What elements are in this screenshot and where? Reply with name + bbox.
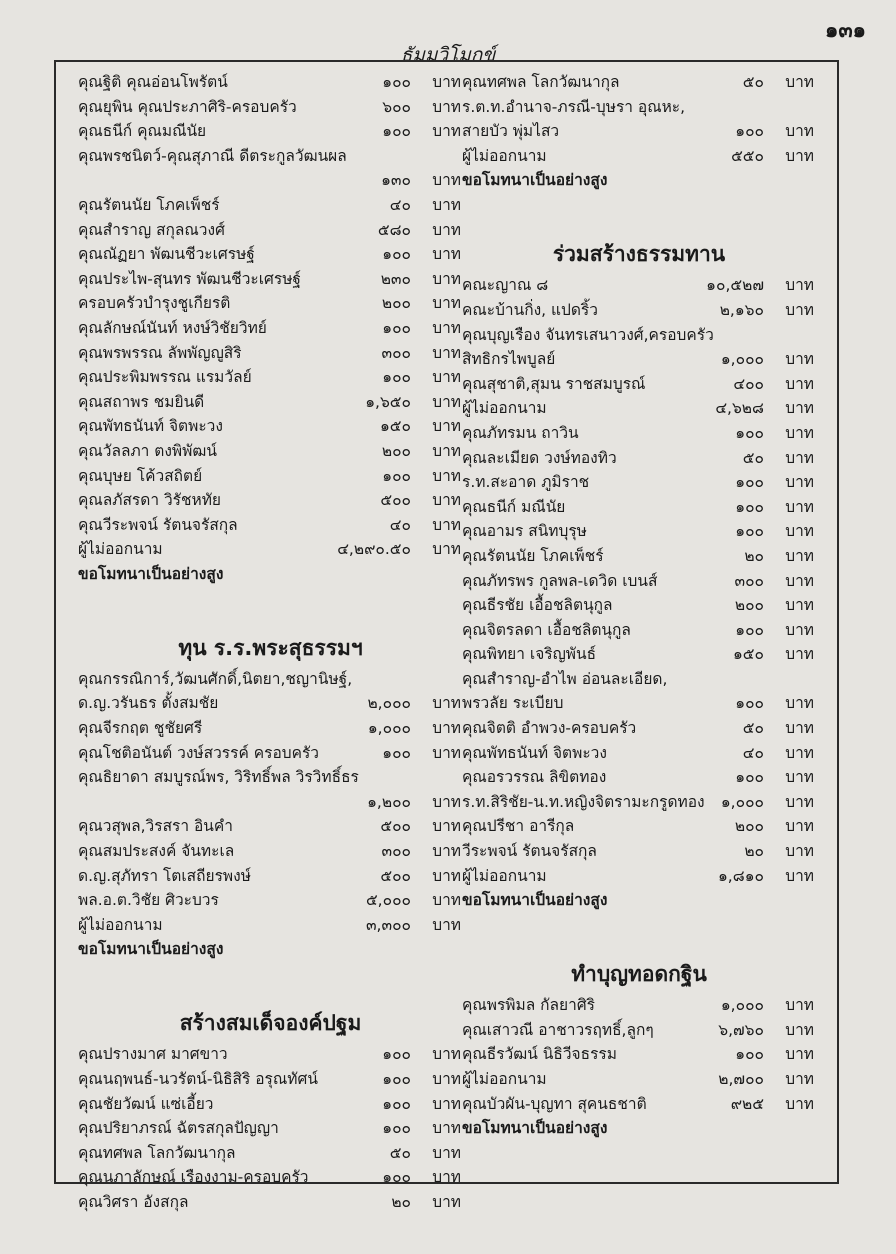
donation-amount: ๑๐๐ xyxy=(382,1168,411,1187)
donation-row xyxy=(462,396,816,421)
donation-amount: ๑๐๐ xyxy=(382,1070,411,1088)
donation-amount: ๕๐๐ xyxy=(380,866,411,885)
donor-name: คุณวสุพล,วิรสรา อินคำ xyxy=(78,817,233,836)
donor-name: ผู้ไม่ออกนาม xyxy=(462,866,547,885)
donation-amount: ๕,๐๐๐ xyxy=(365,891,411,910)
donation-amount: ๓๐๐ xyxy=(734,571,764,590)
donation-row xyxy=(462,691,816,716)
section-gap xyxy=(462,913,816,929)
donor-name: คุณอรวรรณ ลิขิตทอง xyxy=(462,768,607,787)
donation-amount: ๑๐๐ xyxy=(382,1045,411,1064)
donor-name: ผู้ไม่ออกนาม xyxy=(462,146,547,165)
donation-row xyxy=(462,347,816,372)
donor-name: คุณบุญเรือง จันทรเสนาวงศ์,ครอบครัว xyxy=(462,325,714,344)
currency-unit: บาท xyxy=(432,915,461,934)
donor-name: คุณประพิมพรรณ แรมวัลย์ xyxy=(78,368,252,387)
donation-amount: ๕๕๐ xyxy=(731,146,764,165)
donation-row xyxy=(78,716,463,741)
donation-row xyxy=(78,390,463,415)
donation-amount: ๑๐๐ xyxy=(382,122,411,141)
donation-row xyxy=(78,414,463,439)
currency-unit: บาท xyxy=(432,1045,461,1064)
donation-amount: ๑๐๐ xyxy=(382,368,411,387)
donor-name: คุณพัทธนันท์ จิตพะวง xyxy=(78,417,223,436)
currency-unit: บาท xyxy=(785,300,814,319)
donation-row xyxy=(78,242,463,267)
currency-unit: บาท xyxy=(432,743,461,762)
donation-row xyxy=(462,273,816,298)
donation-row xyxy=(462,1092,816,1117)
donation-row xyxy=(462,421,816,446)
donation-row xyxy=(462,1042,816,1067)
donation-amount: ๕๐ xyxy=(389,1143,411,1162)
currency-unit: บาท xyxy=(432,195,461,214)
donor-name: คุณสุชาติ,สุมน ราชสมบูรณ์ xyxy=(462,374,646,393)
donation-amount: ๑๕๐ xyxy=(732,645,764,664)
donor-name: คุณวีระพจน์ รัตนจรัสกุล xyxy=(78,515,238,534)
donor-name: คุณวัลลภา ตงพิพัฒน์ xyxy=(78,441,217,460)
donor-name: คุณนภาลักษณ์ เรืองงาม-ครอบครัว xyxy=(78,1168,309,1187)
donation-amount: ๑๐,๕๒๗ xyxy=(706,276,764,295)
donation-amount: ๒๐๐ xyxy=(734,596,764,615)
currency-unit: บาท xyxy=(785,792,814,811)
right-column xyxy=(462,70,816,1141)
donation-row xyxy=(78,464,463,489)
header-title: ธัมมวิโมกข์ xyxy=(400,44,496,66)
donation-row xyxy=(78,267,463,292)
donor-name: คุณละเมียด วงษ์ทองทิว xyxy=(462,448,617,467)
donor-name: ร.ต.ท.อำนาจ-ภรณี-บุษรา อุณหะ, xyxy=(462,97,686,116)
donor-name: ครอบครัวบำรุงชูเกียรติ xyxy=(78,294,231,313)
donation-row xyxy=(462,593,816,618)
donation-amount: ๑๐๐ xyxy=(735,423,764,442)
donation-amount: ๔๐๐ xyxy=(733,374,764,393)
currency-unit: บาท xyxy=(432,343,461,362)
donation-row xyxy=(78,691,463,716)
donor-name: คุณปริยาภรณ์ ฉัตรสกุลปัญญา xyxy=(78,1119,279,1138)
donation-row xyxy=(78,839,463,864)
donation-row xyxy=(462,372,816,397)
section-title: ทำบุญทอดกฐิน xyxy=(571,962,707,987)
donation-row xyxy=(462,642,816,667)
currency-unit: บาท xyxy=(432,817,461,836)
donation-row xyxy=(78,513,463,538)
donation-row xyxy=(78,814,463,839)
donation-row xyxy=(78,144,463,169)
donor-name: คุณประไพ-สุนทร พัฒนชีวะเศรษฐ์ xyxy=(78,269,301,288)
currency-unit: บาท xyxy=(785,276,814,295)
donor-name: คณะบ้านกิ่ง, แปดริ้ว xyxy=(462,300,598,319)
donation-row xyxy=(78,1190,463,1215)
donation-row xyxy=(78,1067,463,1092)
currency-unit: บาท xyxy=(785,743,814,762)
donation-row xyxy=(462,790,816,815)
thanks-line: ขอโมทนาเป็นอย่างสูง xyxy=(462,1119,608,1138)
donor-name: คุณณัฏยา พัฒนชีวะเศรษฐ์ xyxy=(78,245,255,264)
currency-unit: บาท xyxy=(785,996,814,1015)
donor-name: คุณจิตติ อำพวง-ครอบครัว xyxy=(462,719,637,738)
currency-unit: บาท xyxy=(432,441,461,460)
currency-unit: บาท xyxy=(785,1045,814,1064)
currency-unit: บาท xyxy=(432,891,461,910)
donor-name: คุณพรพิมล กัลยาศิริ xyxy=(462,996,595,1015)
donor-name: คุณภัทรมน ถาวิน xyxy=(462,423,579,442)
donor-name: ผู้ไม่ออกนาม xyxy=(462,399,547,418)
donation-row xyxy=(78,741,463,766)
donation-row xyxy=(78,291,463,316)
donation-amount: ๓๐๐ xyxy=(381,842,411,861)
donor-name: คุณรัตนนัย โภคเพ็ชร์ xyxy=(462,546,604,565)
donor-name: คุณพิทยา เจริญพันธ์ xyxy=(462,645,597,664)
donor-name: ผู้ไม่ออกนาม xyxy=(78,540,163,559)
currency-unit: บาท xyxy=(432,540,461,559)
currency-unit: บาท xyxy=(785,350,814,369)
currency-unit: บาท xyxy=(432,1070,461,1088)
donor-name: คุณปรางมาศ มาศขาว xyxy=(78,1045,228,1064)
currency-unit: บาท xyxy=(785,374,814,393)
donation-amount: ๒,๗๐๐ xyxy=(718,1070,764,1088)
donor-name: คุณวิศรา อังสกุล xyxy=(78,1192,189,1211)
donor-name: คุณปรีชา อารีกุล xyxy=(462,817,575,836)
donation-amount: ๕๐๐ xyxy=(380,491,411,510)
donation-amount: ๑,๖๕๐ xyxy=(365,392,411,411)
donor-name: สิทธิกรไพบูลย์ xyxy=(462,350,556,369)
donor-name: คุณจิตรลดา เอื้อชลิตนุกูล xyxy=(462,620,631,639)
donation-row xyxy=(462,814,816,839)
donation-row xyxy=(78,488,463,513)
currency-unit: บาท xyxy=(432,792,461,811)
thanks-line: ขอโมทนาเป็นอย่างสูง xyxy=(462,171,608,190)
donation-row xyxy=(78,218,463,243)
donation-amount: ๒๐ xyxy=(744,842,764,861)
donation-amount: ๑,๐๐๐ xyxy=(720,350,764,369)
donation-row xyxy=(462,323,816,348)
donation-row xyxy=(462,95,816,120)
donation-row xyxy=(78,168,463,193)
donor-name: พรวลัย ระเบียบ xyxy=(462,694,564,713)
currency-unit: บาท xyxy=(785,817,814,836)
donation-amount: ๔,๖๒๘ xyxy=(715,399,764,418)
donation-row xyxy=(462,839,816,864)
donation-amount: ๑๕๐ xyxy=(379,417,411,436)
currency-unit: บาท xyxy=(432,417,461,436)
donation-amount: ๑,๐๐๐ xyxy=(367,719,411,738)
donation-row xyxy=(78,70,463,95)
currency-unit: บาท xyxy=(432,73,461,91)
donation-amount: ๖,๗๖๐ xyxy=(718,1020,764,1039)
donor-name: คุณยุพิน คุณประภาศิริ-ครอบครัว xyxy=(78,97,297,116)
currency-unit: บาท xyxy=(432,694,461,713)
currency-unit: บาท xyxy=(432,1119,461,1138)
donation-amount: ๔๐ xyxy=(389,515,411,534)
currency-unit: บาท xyxy=(785,122,814,141)
currency-unit: บาท xyxy=(785,1020,814,1039)
donation-amount: ๖๐๐ xyxy=(382,97,411,116)
donation-amount: ๑๐๐ xyxy=(382,318,411,337)
currency-unit: บาท xyxy=(785,146,814,165)
donation-row xyxy=(462,741,816,766)
donation-row xyxy=(462,1067,816,1092)
donation-row xyxy=(462,144,816,169)
left-column xyxy=(78,70,463,1215)
donation-row xyxy=(78,537,463,562)
donation-amount: ๒๐๐ xyxy=(734,817,764,836)
currency-unit: บาท xyxy=(785,571,814,590)
donation-amount: ๕๐ xyxy=(742,448,764,467)
donor-name: คุณเสาวณี อาชาวรฤทธิ์,ลูกๆ xyxy=(462,1020,654,1039)
donation-row xyxy=(462,119,816,144)
currency-unit: บาท xyxy=(785,473,814,492)
donor-name: สายบัว พุ่มไสว xyxy=(462,122,560,141)
donation-row xyxy=(78,95,463,120)
currency-unit: บาท xyxy=(432,368,461,387)
currency-unit: บาท xyxy=(432,866,461,885)
donation-amount: ๓,๓๐๐ xyxy=(365,915,411,934)
donation-amount: ๑๐๐ xyxy=(382,743,411,762)
donor-name: คณะญาณ ๘ xyxy=(462,276,549,295)
donor-name: คุณบุษย โค้วสถิตย์ xyxy=(78,466,203,485)
donation-amount: ๒๐ xyxy=(744,546,764,565)
donation-row xyxy=(78,316,463,341)
donor-name: ร.ท.สะอาด ภูมิราช xyxy=(462,473,590,492)
donor-name: คุณสำราญ-อำไพ อ่อนละเอียด, xyxy=(462,669,668,688)
donation-row xyxy=(78,1042,463,1067)
donation-row xyxy=(462,298,816,323)
donation-row xyxy=(78,1141,463,1166)
donor-name: คุณนฤพนธ์-นวรัตน์-นิธิสิริ อรุณทัศน์ xyxy=(78,1070,318,1088)
donor-name: คุณสถาพร ชมยินดี xyxy=(78,392,205,411)
currency-unit: บาท xyxy=(432,122,461,141)
donation-row xyxy=(78,365,463,390)
donation-row xyxy=(462,667,816,692)
donation-row xyxy=(462,765,816,790)
section-title: สร้างสมเด็จองค์ปฐม xyxy=(179,1011,362,1036)
currency-unit: บาท xyxy=(432,220,461,239)
donation-row xyxy=(462,1018,816,1043)
donation-amount: ๓๐๐ xyxy=(381,343,411,362)
currency-unit: บาท xyxy=(432,97,461,116)
donation-amount: ๑๐๐ xyxy=(382,245,411,264)
currency-unit: บาท xyxy=(785,596,814,615)
currency-unit: บาท xyxy=(785,620,814,639)
donor-name: คุณโชติอนันต์ วงษ์สวรรค์ ครอบครัว xyxy=(78,743,319,762)
donation-amount: ๑๐๐ xyxy=(735,473,764,492)
donation-amount: ๑,๒๐๐ xyxy=(367,792,411,811)
donation-row xyxy=(78,864,463,889)
donor-name: คุณลักษณ์นันท์ หงษ์วิชัยวิทย์ xyxy=(78,318,267,337)
donor-name: คุณสำราญ สกุลณวงศ์ xyxy=(78,220,225,239)
donation-row xyxy=(462,470,816,495)
donor-name: ด.ญ.สุภัทรา โตเสถียรพงษ์ xyxy=(78,866,251,885)
currency-unit: บาท xyxy=(785,768,814,787)
donation-row xyxy=(78,765,463,790)
donor-name: คุณธีรวัฒน์ นิธิวีจธรรม xyxy=(462,1045,617,1064)
content-frame xyxy=(54,60,839,1211)
donation-amount: ๕๘๐ xyxy=(377,220,411,239)
donor-name: คุณภัทรพร กูลพล-เดวิด เบนส์ xyxy=(462,571,658,590)
donation-amount: ๑๐๐ xyxy=(382,1094,411,1113)
currency-unit: บาท xyxy=(785,448,814,467)
donation-amount: ๒๐๐ xyxy=(381,294,411,313)
section-title: ร่วมสร้างธรรมทาน xyxy=(552,242,726,267)
currency-unit: บาท xyxy=(432,842,461,861)
donor-name: คุณธีรชัย เอื้อชลิตนุกูล xyxy=(462,596,613,615)
currency-unit: บาท xyxy=(785,842,814,861)
donation-amount: ๔,๒๙๐.๕๐ xyxy=(337,540,411,559)
section-title: ทุน ร.ร.พระสุธรรมฯ xyxy=(178,635,363,660)
donation-amount: ๑๐๐ xyxy=(735,522,764,541)
donation-row xyxy=(462,569,816,594)
donor-name: คุณฐิติ คุณอ่อนโพรัตน์ xyxy=(78,73,228,91)
donor-name: วีระพจน์ รัตนจรัสกุล xyxy=(462,842,597,861)
donation-row xyxy=(462,495,816,520)
donor-name: คุณกรรณิการ์,วัฒนศักดิ์,นิตยา,ชญานิษฐ์, xyxy=(78,669,353,688)
page-number: ๑๓๑ xyxy=(824,18,866,42)
donation-amount: ๒,๑๖๐ xyxy=(719,300,764,319)
currency-unit: บาท xyxy=(432,318,461,337)
donor-name: ผู้ไม่ออกนาม xyxy=(78,915,163,934)
donor-name: คุณชัยวัฒน์ แซ่เอี้ยว xyxy=(78,1094,214,1113)
donor-name: คุณพรชนิตว์-คุณสุภาณี ดีตระกูลวัฒนผล xyxy=(78,146,347,165)
donation-amount: ๑๐๐ xyxy=(735,620,764,639)
donation-amount: ๙๒๕ xyxy=(730,1094,764,1113)
section-gap xyxy=(78,962,463,978)
thanks-line: ขอโมทนาเป็นอย่างสูง xyxy=(78,564,224,583)
donor-name: คุณพัทธนันท์ จิตพะวง xyxy=(462,743,607,762)
currency-unit: บาท xyxy=(432,491,461,510)
donation-amount: ๑,๐๐๐ xyxy=(720,996,764,1015)
donation-amount: ๒๐ xyxy=(391,1192,411,1211)
donation-amount: ๑๐๐ xyxy=(735,1045,764,1064)
currency-unit: บาท xyxy=(432,1143,461,1162)
currency-unit: บาท xyxy=(432,1192,461,1211)
donor-name: คุณรัตนนัย โภคเพ็ชร์ xyxy=(78,195,220,214)
currency-unit: บาท xyxy=(432,466,461,485)
donation-amount: ๑๐๐ xyxy=(735,497,764,516)
donation-row xyxy=(78,667,463,692)
donation-amount: ๑,๘๑๐ xyxy=(717,866,764,885)
donation-amount: ๕๐๐ xyxy=(380,817,411,836)
donation-row xyxy=(78,1116,463,1141)
currency-unit: บาท xyxy=(785,1070,814,1088)
donor-name: คุณธิยาดา สมบูรณ์พร, วิริทธิ์พล วิรวิทธิ์ธร xyxy=(78,768,359,787)
donor-name: คุณทศพล โลกวัฒนากุล xyxy=(78,1143,236,1162)
currency-unit: บาท xyxy=(785,73,814,91)
donor-name: คุณอามร สนิทบุรุษ xyxy=(462,522,587,541)
currency-unit: บาท xyxy=(432,1094,461,1113)
section-gap xyxy=(78,587,463,603)
currency-unit: บาท xyxy=(432,245,461,264)
donation-amount: ๑๐๐ xyxy=(382,466,411,485)
donation-amount: ๑๓๐ xyxy=(381,171,411,190)
donation-amount: ๑๐๐ xyxy=(382,1119,411,1138)
currency-unit: บาท xyxy=(432,269,461,288)
currency-unit: บาท xyxy=(432,1168,461,1187)
donation-row xyxy=(78,119,463,144)
donation-row xyxy=(78,341,463,366)
donation-row xyxy=(78,193,463,218)
donation-amount: ๑๐๐ xyxy=(382,73,411,91)
currency-unit: บาท xyxy=(785,1094,814,1113)
donor-name: ด.ญ.วรันธร ตั้งสมชัย xyxy=(78,694,219,713)
donation-amount: ๑๐๐ xyxy=(735,768,764,787)
donation-amount: ๑,๐๐๐ xyxy=(720,792,764,811)
donor-name: พล.อ.ต.วิชัย ศิวะบวร xyxy=(78,891,219,910)
currency-unit: บาท xyxy=(785,399,814,418)
donation-amount: ๒๓๐ xyxy=(380,269,411,288)
donation-amount: ๕๐ xyxy=(742,719,764,738)
donation-row xyxy=(78,1165,463,1190)
currency-unit: บาท xyxy=(785,694,814,713)
donation-row xyxy=(78,439,463,464)
donation-row xyxy=(462,993,816,1018)
donation-amount: ๑๐๐ xyxy=(735,122,764,141)
donation-row xyxy=(462,864,816,889)
currency-unit: บาท xyxy=(432,294,461,313)
donation-row xyxy=(462,519,816,544)
currency-unit: บาท xyxy=(432,392,461,411)
donor-name: คุณลภัสรดา วิรัชหทัย xyxy=(78,491,222,510)
donation-row xyxy=(462,446,816,471)
donor-name: คุณพรพรรณ ลัพพัญญูสิริ xyxy=(78,343,242,362)
currency-unit: บาท xyxy=(785,423,814,442)
donation-amount: ๕๐ xyxy=(742,73,764,91)
donor-name: คุณจีรกฤต ชูชัยศรี xyxy=(78,719,203,738)
donor-name: คุณธนีก์ คุณมณีนัย xyxy=(78,122,207,141)
currency-unit: บาท xyxy=(432,515,461,534)
donation-row xyxy=(462,716,816,741)
currency-unit: บาท xyxy=(432,719,461,738)
donation-amount: ๒๐๐ xyxy=(381,441,411,460)
currency-unit: บาท xyxy=(785,866,814,885)
currency-unit: บาท xyxy=(785,645,814,664)
donor-name: ร.ท.สิริชัย-น.ท.หญิงจิตรามะกรูดทอง xyxy=(462,792,705,811)
donation-row xyxy=(462,70,816,95)
donation-row xyxy=(78,888,463,913)
donor-name: ผู้ไม่ออกนาม xyxy=(462,1070,547,1088)
donation-amount: ๑๐๐ xyxy=(735,694,764,713)
currency-unit: บาท xyxy=(785,522,814,541)
donor-name: คุณบัวผัน-บุญทา สุคนธชาติ xyxy=(462,1094,647,1113)
currency-unit: บาท xyxy=(785,719,814,738)
donor-name: คุณสมประสงค์ จันทะเล xyxy=(78,842,235,861)
donor-name: คุณทศพล โลกวัฒนากุล xyxy=(462,73,620,91)
donation-amount: ๔๐ xyxy=(742,743,764,762)
donation-row xyxy=(462,544,816,569)
donation-row xyxy=(78,790,463,815)
thanks-line: ขอโมทนาเป็นอย่างสูง xyxy=(78,940,224,959)
currency-unit: บาท xyxy=(785,546,814,565)
donation-row xyxy=(462,618,816,643)
donation-row xyxy=(78,1092,463,1117)
donation-amount: ๒,๐๐๐ xyxy=(367,694,411,713)
donor-name: คุณธนีก์ มณีนัย xyxy=(462,497,566,516)
section-gap xyxy=(462,193,816,209)
donation-row xyxy=(78,913,463,938)
currency-unit: บาท xyxy=(432,171,461,190)
currency-unit: บาท xyxy=(785,497,814,516)
donation-amount: ๔๐ xyxy=(389,195,411,214)
thanks-line: ขอโมทนาเป็นอย่างสูง xyxy=(462,891,608,910)
